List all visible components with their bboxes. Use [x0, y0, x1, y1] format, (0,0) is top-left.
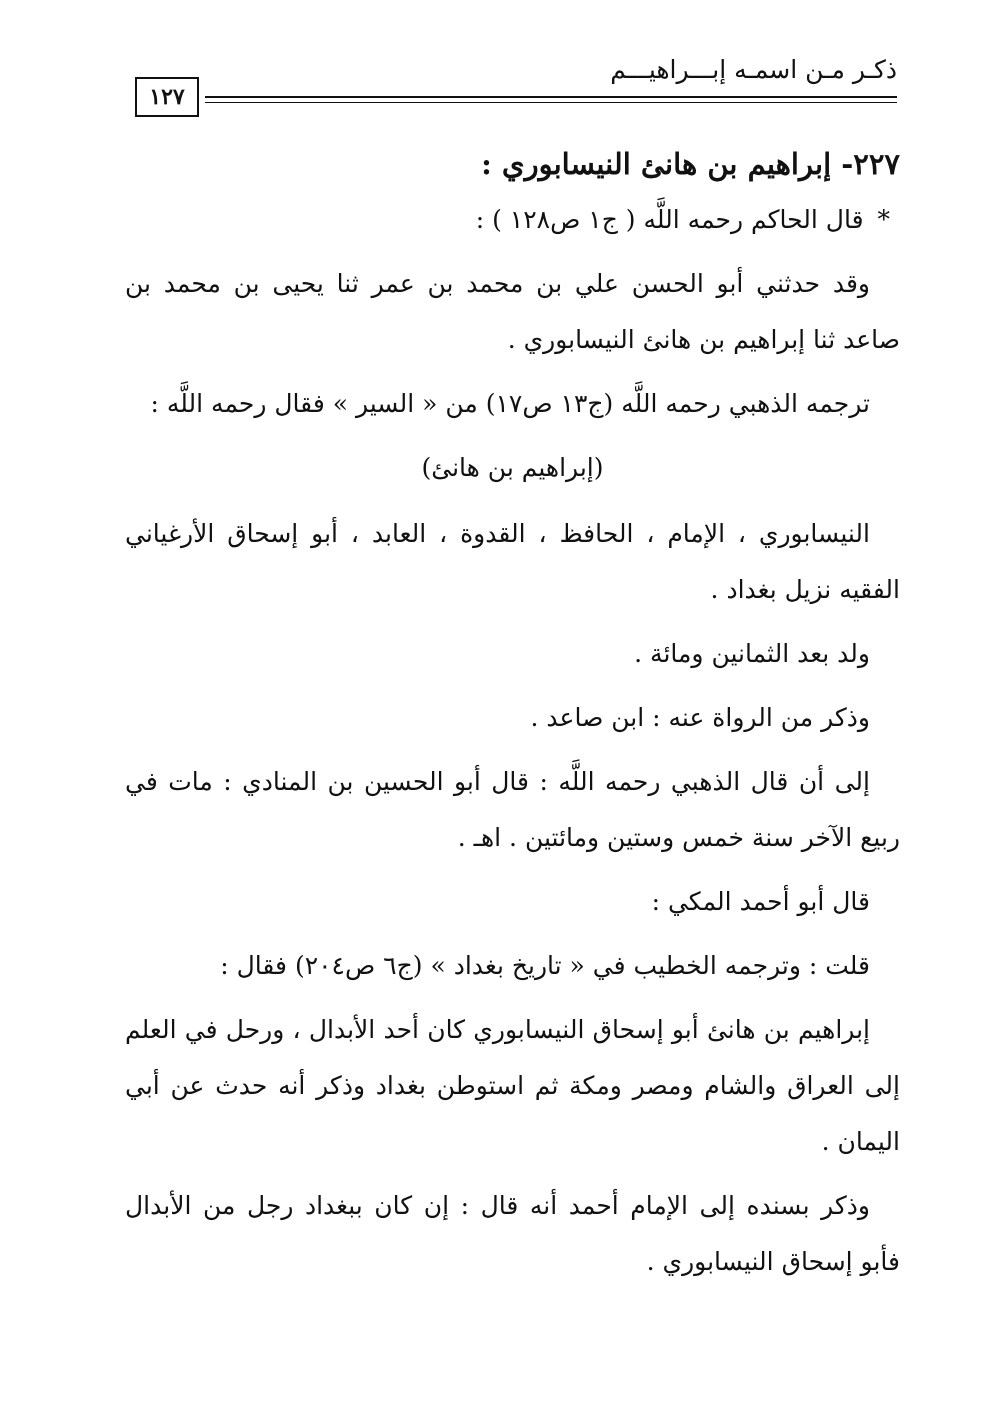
header-rule-thin: [205, 102, 897, 103]
paragraph: وقد حدثني أبو الحسن علي بن محمد بن عمر ثنا يحيى بن محمد بن صاعد ثنا إبراهيم بن هانئ النيسابوري .: [125, 269, 900, 354]
paragraph: ترجمه الذهبي رحمه اللَّه (ج١٣ ص١٧) من « السير » فقال رحمه اللَّه :: [150, 389, 870, 418]
header-rule: [205, 96, 897, 98]
paragraph: ولد بعد الثمانين ومائة .: [634, 639, 870, 668]
biography-subheading: (إبراهيم بن هانئ): [421, 453, 604, 482]
source-text: قال الحاكم رحمه اللَّه ( ج١ ص١٢٨ ) :: [475, 205, 864, 234]
page-header: [135, 55, 897, 125]
source-line: [125, 192, 900, 248]
page-number: ١٢٧: [135, 77, 199, 117]
paragraph: إبراهيم بن هانئ أبو إسحاق النيسابوري كان أحد الأبدال ، ورحل في العلم إلى العراق والشام ومصر ومكة ثم استوطن بغداد وذكر أنه حدث عن أبي اليمان .: [125, 1015, 900, 1156]
paragraph: قال أبو أحمد المكي :: [651, 887, 870, 916]
running-title: ذكـر مـن اسمـه إبـــراهيـــم: [610, 55, 897, 84]
asterisk-icon: *: [877, 205, 890, 234]
paragraph: قلت : وترجمه الخطيب في « تاريخ بغداد » (ج٦ ص٢٠٤) فقال :: [220, 951, 870, 980]
paragraph: إلى أن قال الذهبي رحمه اللَّه : قال أبو الحسين بن المنادي : مات في ربيع الآخر سنة خمس وستين ومائتين . اهـ .: [125, 767, 900, 852]
paragraph: وذكر بسنده إلى الإمام أحمد أنه قال : إن كان ببغداد رجل من الأبدال فأبو إسحاق النيسابوري .: [125, 1191, 900, 1276]
paragraph: النيسابوري ، الإمام ، الحافظ ، القدوة ، العابد ، أبو إسحاق الأرغياني الفقيه نزيل بغداد .: [125, 519, 900, 604]
page-body: [125, 140, 900, 1298]
entry-heading: ٢٢٧- إبراهيم بن هانئ النيسابوري :: [481, 147, 900, 181]
paragraph: وذكر من الرواة عنه : ابن صاعد .: [530, 703, 870, 732]
